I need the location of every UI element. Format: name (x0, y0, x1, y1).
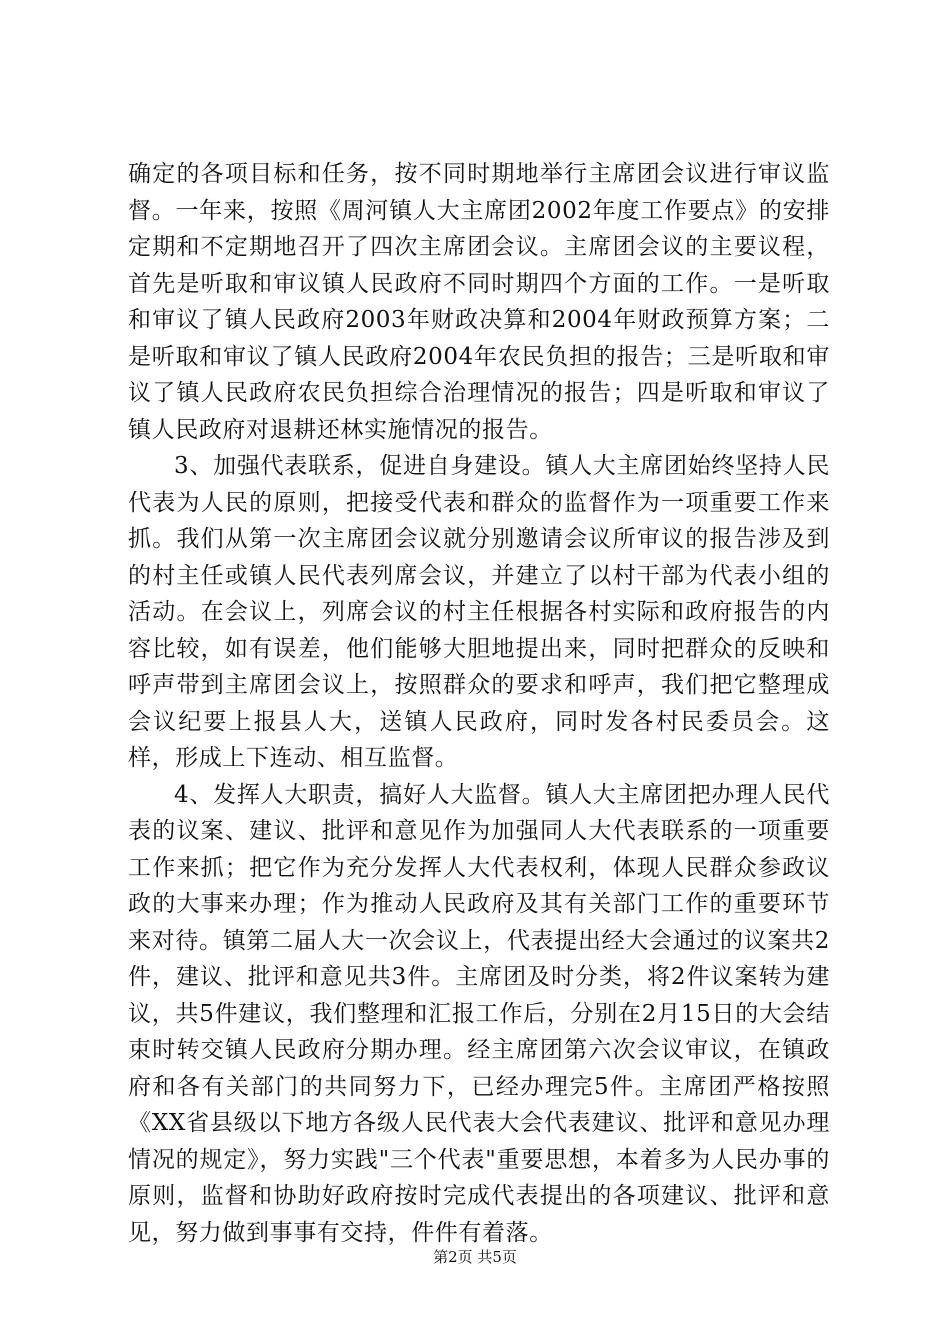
paragraph-item-3: 3、加强代表联系，促进自身建设。镇人大主席团始终坚持人民代表为人民的原则，把接受代表和群众的监督作为一项重要工作来抓。我们从第一次主席团会议就分别邀请会议所审议的报告涉及到的村主任或镇人民代表列席会议，并建立了以村干部为代表小组的活动。在会议上，列席会议的村主任根据各村实际和政府报告的内容比较，如有误差，他们能够大胆地提出来，同时把群众的反映和呼声带到主席团会议上，按照群众的要求和呼声，我们把它整理成会议纪要上报县人大，送镇人民政府，同时发各村民委员会。这样，形成上下连动、相互监督。 (128, 453, 830, 771)
page-number-footer: 第2页 共5页 (433, 1248, 517, 1266)
paragraph-item-4: 4、发挥人大职责，搞好人大监督。镇人大主席团把办理人民代表的议案、建议、批评和意见作为加强同人大代表联系的一项重要工作来抓；把它作为充分发挥人大代表权利，体现人民群众参政议政的大事来办理；作为推动人民政府及其有关部门工作的重要环节来对待。镇第二届人大一次会议上，代表提出经大会通过的议案共2件，建议、批评和意见共3件。主席团及时分类，将2件议案转为建议，共5件建议，我们整理和汇报工作后，分别在2月15日的大会结束时转交镇人民政府分期办理。经主席团第六次会议审议，在镇政府和各有关部门的共同努力下，已经办理完5件。主席团严格按照《XX省县级以下地方各级人民代表大会代表建议、批评和意见办理情况的规定》，努力实践"三个代表"重要思想，本着多为人民办事的原则，监督和协助好政府按时完成代表提出的各项建议、批评和意见，努力做到事事有交持，件件有着落。 (128, 781, 830, 1246)
paragraph-continuation: 确定的各项目标和任务，按不同时期地举行主席团会议进行审议监督。一年来，按照《周河镇人大主席团2002年度工作要点》的安排定期和不定期地召开了四次主席团会议。主席团会议的主要议程，首先是听取和审议镇人民政府不同时期四个方面的工作。一是听取和审议了镇人民政府2003年财政决算和2004年财政预算方案；二是听取和审议了镇人民政府2004年农民负担的报告；三是听取和审议了镇人民政府农民负担综合治理情况的报告；四是听取和审议了镇人民政府对退耕还林实施情况的报告。 (128, 161, 830, 443)
document-body (128, 156, 830, 1251)
